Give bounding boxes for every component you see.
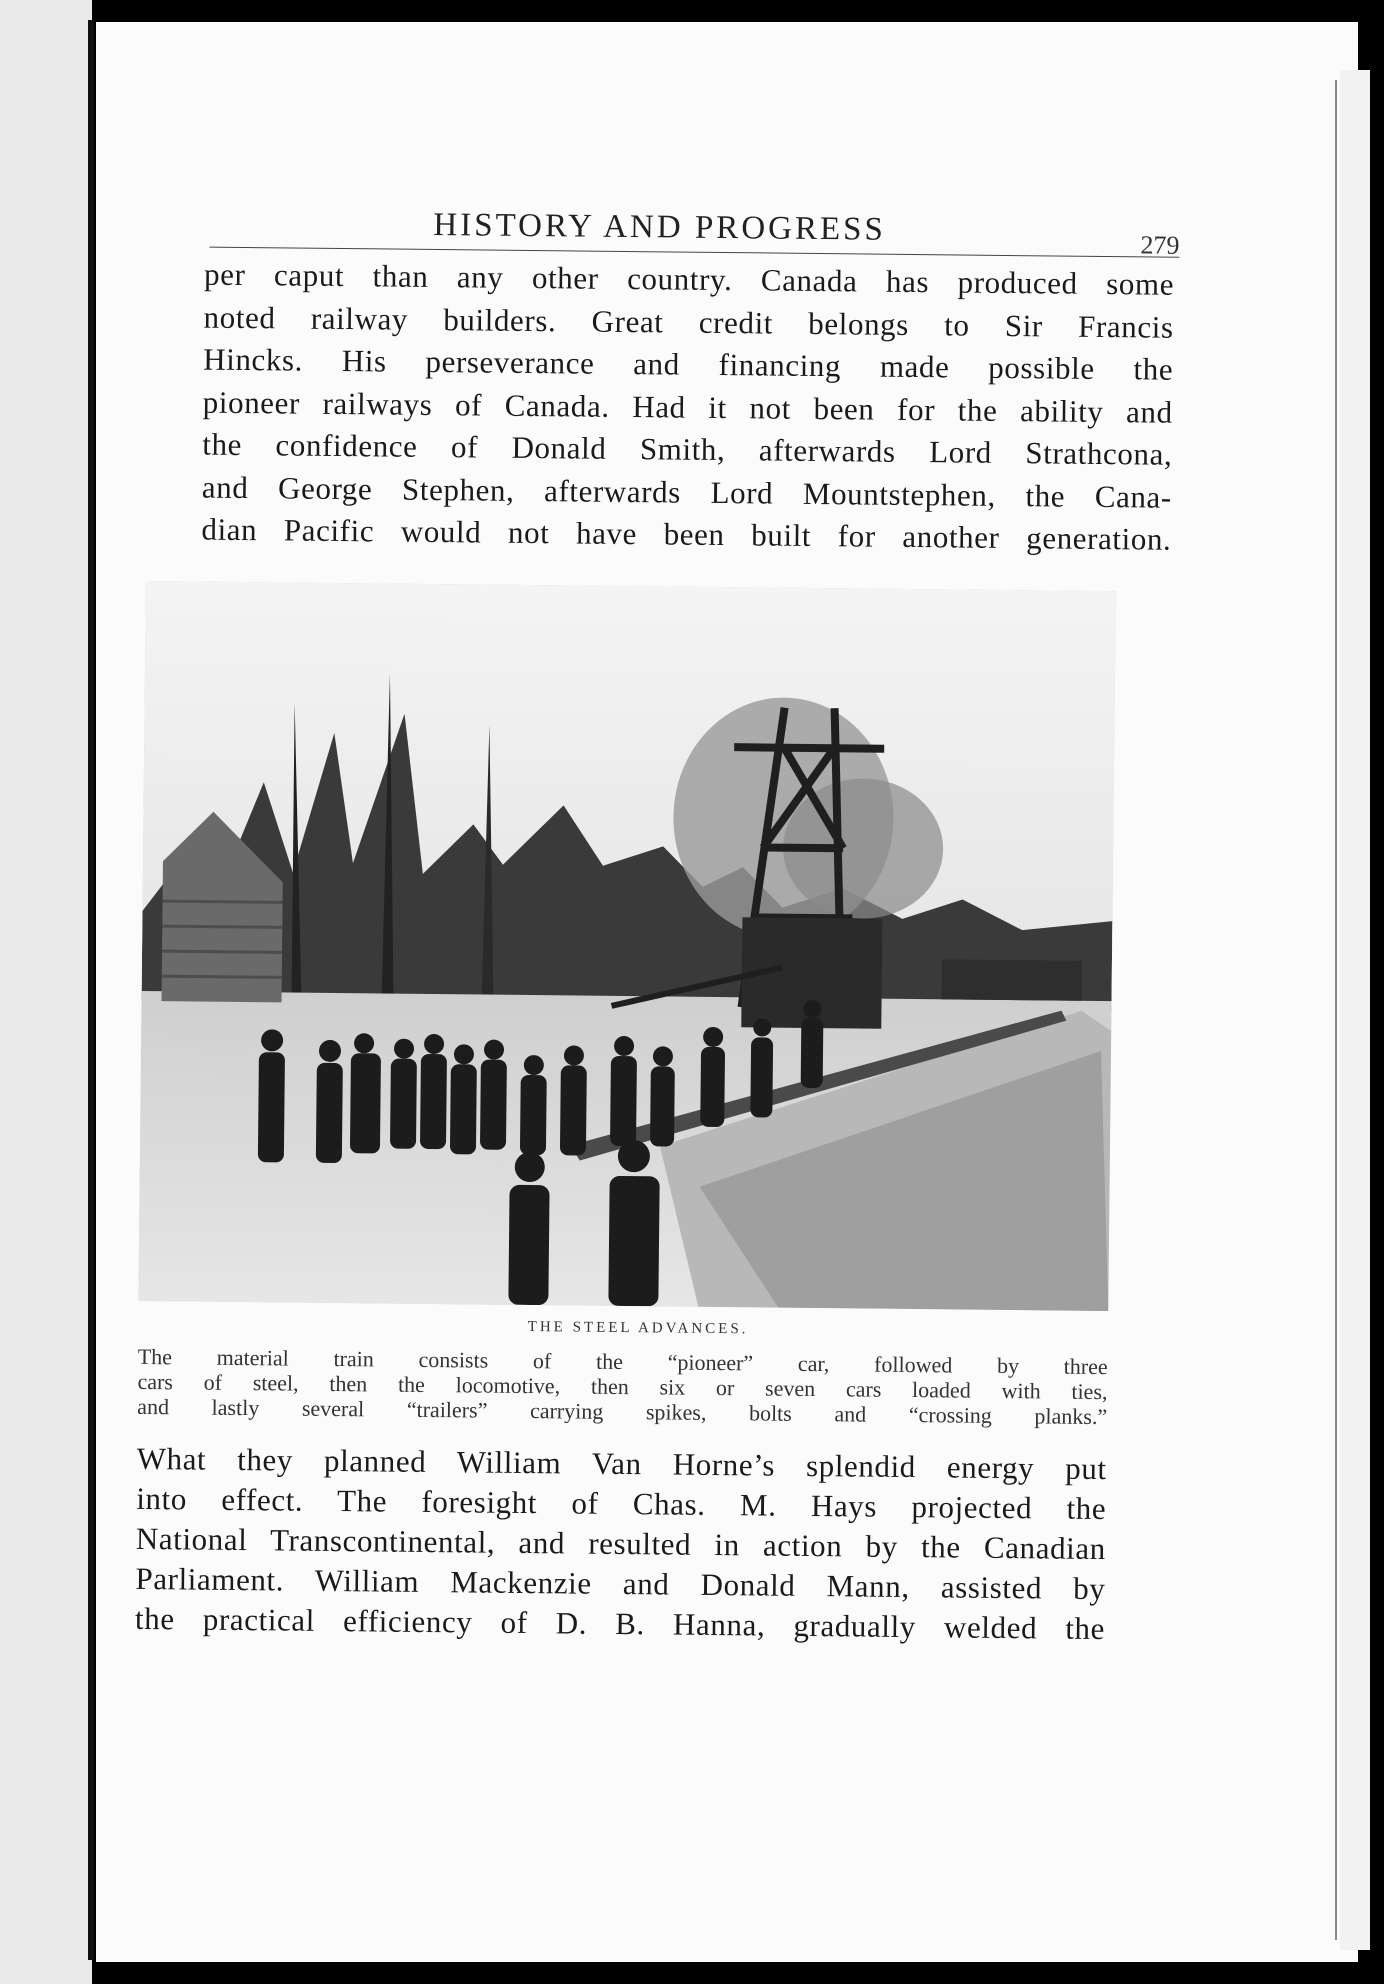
text-line: What they planned William Van Horne’s splendid energy put (136, 1440, 1107, 1486)
figure-caption-title: THE STEEL ADVANCES. (527, 1318, 749, 1337)
page-content (135, 190, 1180, 1649)
page-edge-line (1335, 80, 1337, 1940)
photograph-steel-advances (138, 580, 1115, 1310)
text-line: noted railway builders. Great credit belongs to Sir Francis (203, 299, 1174, 345)
text-line: the practical efficiency of D. B. Hanna, gradually welded the (134, 1600, 1106, 1646)
text-line: National Transcontinental, and resulted in action by the Canadian (135, 1520, 1107, 1566)
caption-line: cars of steel, then the locomotive, then six or seven cars loaded with ties, (137, 1368, 1108, 1404)
running-title: HISTORY AND PROGRESS (433, 206, 887, 248)
page-edge-stack (1340, 70, 1370, 1950)
photograph-illustration (138, 580, 1115, 1310)
text-line: into effect. The foresight of Chas. M. Hays projected the (136, 1480, 1107, 1526)
text-line: Parliament. William Mackenzie and Donald Mann, assisted by (135, 1560, 1106, 1606)
page-number: 279 (1140, 230, 1180, 260)
paragraph-2 (135, 1438, 1107, 1648)
page-gutter-rule (88, 20, 94, 1960)
text-line: Hincks. His perseverance and financing made possible the (203, 341, 1174, 387)
figure-caption-text (137, 1343, 1108, 1428)
text-line: dian Pacific would not have been built for another generation. (201, 511, 1172, 557)
text-line: and George Stephen, afterwards Lord Mountstephen, the Cana- (201, 469, 1173, 515)
caption-line: and lastly several “trailers” carrying spikes, bolts and “crossing planks.” (137, 1393, 1108, 1429)
running-head (209, 191, 1180, 258)
text-line: the confidence of Donald Smith, afterwards Lord Strathcona, (202, 426, 1173, 472)
paragraph-1 (201, 254, 1174, 562)
caption-line: The material train consists of the “pioneer” car, followed by three (137, 1343, 1108, 1379)
facing-page-edge (0, 0, 92, 1984)
text-line: per caput than any other country. Canada has produced some (203, 256, 1175, 302)
text-line: pioneer railways of Canada. Had it not been for the ability and (202, 384, 1173, 430)
